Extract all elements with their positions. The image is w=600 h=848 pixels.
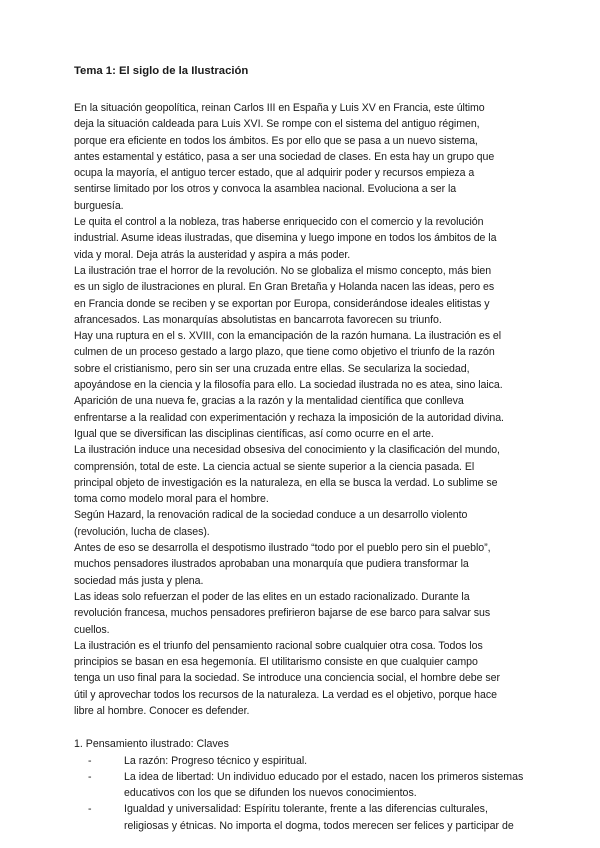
bullet-dash: - [88, 754, 92, 767]
paragraph-line: en Francia donde se reciben y se exportan por Europa, considerándose ideales elitistas y [74, 297, 490, 310]
bullet-line: religiosas y étnicas. No importa el dogma, todos merecen ser felices y participar de [124, 819, 514, 832]
paragraph [74, 540, 534, 589]
paragraph-line: burguesía. [74, 199, 124, 212]
body-paragraphs [74, 100, 534, 719]
paragraph-line: Antes de eso se desarrolla el despotismo ilustrado “todo por el pueblo pero sin el pueblo”, [74, 542, 491, 555]
paragraph-line: culmen de un proceso gestado a largo plazo, que tiene como objetivo el triunfo de la razón [74, 346, 495, 359]
paragraph-line: ocupa la mayoría, el antiguo tercer estado, que al adquirir poder y recursos empieza a [74, 167, 475, 180]
paragraph-line: Le quita el control a la nobleza, tras haberse enriquecido con el comercio y la revolución [74, 216, 484, 229]
section-claves [74, 736, 534, 834]
bullet-line: La idea de libertad: Un individuo educado por el estado, nacen los primeros sistemas [124, 770, 524, 783]
document-page [74, 64, 534, 834]
paragraph [74, 638, 534, 719]
paragraph-line: industrial. Asume ideas ilustradas, que disemina y luego impone en todos los ámbitos de la [74, 232, 497, 245]
paragraph-line: La ilustración trae el horror de la revolución. No se globaliza el mismo concepto, más bien [74, 264, 492, 277]
bullet-dash: - [88, 803, 92, 816]
paragraph-line: sentirse limitado por los otros y convoca la asamblea nacional. Evoluciona a ser la [74, 183, 457, 196]
bullet-line: La razón: Progreso técnico y espiritual. [124, 754, 308, 767]
paragraph [74, 328, 534, 393]
paragraph-line: libre al hombre. Conocer es defender. [74, 704, 250, 717]
paragraph-line: Hay una ruptura en el s. XVIII, con la emancipación de la razón humana. La ilustración es el [74, 330, 502, 343]
bullet-item [88, 769, 534, 802]
paragraph [74, 507, 534, 540]
paragraph-line: enfrentarse a la realidad con experimentación y rechaza la imposición de la autoridad divina. [74, 411, 504, 424]
paragraph-line: antes estamental y estático, pasa a ser una sociedad de clases. En esta hay un grupo que [74, 150, 495, 163]
paragraph-line: Igual que se diversifican las disciplinas científicas, así como ocurre en el arte. [74, 427, 434, 440]
paragraph-line: cuellos. [74, 623, 110, 636]
paragraph-line: muchos pensadores ilustrados aprobaban una monarquía que pudiera transformar la [74, 558, 469, 571]
bullet-dash: - [88, 770, 92, 783]
bullet-line: Igualdad y universalidad: Espíritu tolerante, frente a las diferencias culturales, [124, 803, 488, 816]
paragraph-line: Según Hazard, la renovación radical de la sociedad conduce a un desarrollo violento [74, 509, 468, 522]
paragraph [74, 393, 534, 442]
paragraph-line: En la situación geopolítica, reinan Carlos III en España y Luis XV en Francia, este último [74, 102, 485, 114]
paragraph [74, 589, 534, 638]
paragraph-line: revolución francesa, muchos pensadores prefirieron bajarse de ese barco para salvar sus [74, 607, 491, 620]
paragraph-line: La ilustración es el triunfo del pensamiento racional sobre cualquier otra cosa. Todos los [74, 639, 483, 652]
paragraph-line: La ilustración induce una necesidad obsesiva del conocimiento y la clasificación del mundo, [74, 444, 500, 457]
paragraph-line: sociedad más justa y plena. [74, 574, 204, 587]
paragraph-line: tenga un uso final para la sociedad. Se introduce una conciencia social, el hombre debe ser [74, 672, 500, 685]
paragraph-line: deja la situación caldeada para Luis XVI. Se rompe con el sistema del antiguo régimen, [74, 118, 480, 131]
bullet-line: educativos con los que se difunden los nuevos conocimientos. [124, 787, 417, 800]
paragraph-line: útil y aprovechar todos los recursos de la naturaleza. La verdad es el objetivo, porque hace [74, 688, 497, 701]
paragraph [74, 442, 534, 507]
paragraph-line: apoyándose en la ciencia y la filosofía para ello. La sociedad ilustrada no es atea, sino laica. [74, 379, 503, 392]
paragraph-line: es un siglo de ilustraciones en plural. En Gran Bretaña y Holanda nacen las ideas, pero es [74, 281, 495, 294]
document-title: Tema 1: El siglo de la Ilustración [74, 65, 249, 77]
paragraph-line: toma como modelo moral para el hombre. [74, 493, 269, 506]
bullet-item [88, 801, 534, 834]
paragraph-line: porque era eficiente en todos los ámbitos. Es por ello que se pasa a un nuevo sistema, [74, 134, 478, 147]
paragraph-line: principios se basan en esa hegemonía. El utilitarismo consiste en que cualquier campo [74, 656, 478, 669]
paragraph [74, 100, 534, 214]
bullet-item [88, 753, 534, 769]
bullet-list [74, 753, 534, 834]
paragraph-line: Aparición de una nueva fe, gracias a la razón y la mentalidad científica que conlleva [74, 395, 464, 408]
paragraph [74, 214, 534, 263]
section-heading: 1. Pensamiento ilustrado: Claves [74, 738, 229, 751]
paragraph-line: (revolución, lucha de clases). [74, 525, 210, 538]
paragraph [74, 263, 534, 328]
paragraph-line: principal objeto de investigación es la naturaleza, en ella se busca la verdad. Lo sublime se [74, 476, 498, 489]
paragraph-line: sobre el cristianismo, pero sin ser una cruzada entre ellas. Se seculariza la sociedad, [74, 362, 470, 375]
paragraph-line: afrancesados. Las monarquías absolutistas en bancarrota favorecen su triunfo. [74, 313, 442, 326]
paragraph-line: comprensión, total de este. La ciencia actual se siente superior a la ciencia pasada. El [74, 460, 475, 473]
paragraph-line: Las ideas solo refuerzan el poder de las elites en un estado racionalizado. Durante la [74, 590, 470, 603]
paragraph-line: vida y moral. Deja atrás la austeridad y aspira a más poder. [74, 248, 351, 261]
